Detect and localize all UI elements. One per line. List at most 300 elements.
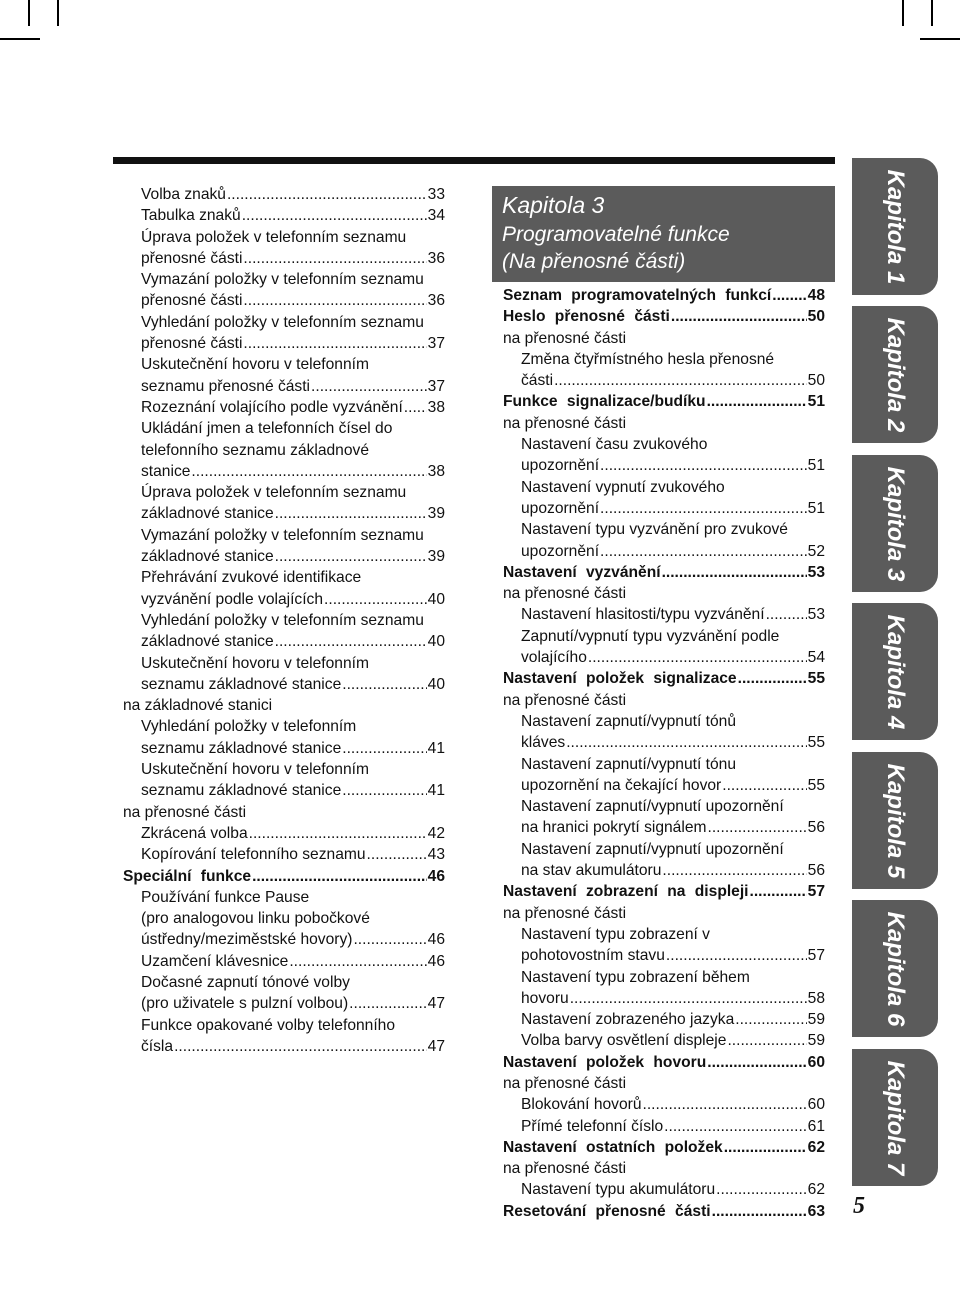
chapter-subtitle bbox=[502, 221, 730, 275]
toc-entry-line: Nastavení zapnutí/vypnutí tónu bbox=[521, 755, 736, 773]
toc-entry-last-line bbox=[141, 333, 445, 354]
toc-entry-title: Nastavení typu akumulátoru bbox=[521, 1181, 716, 1199]
dot-leader bbox=[716, 1179, 806, 1200]
toc-entry[interactable] bbox=[123, 972, 445, 1015]
toc-entry-line: Nastavení zapnutí/vypnutí tónů bbox=[521, 712, 736, 730]
toc-entry-line: Uskutečnění hovoru v telefonním bbox=[141, 654, 369, 672]
toc-entry-line: Ukládání jmen a telefonních čísel do bbox=[141, 420, 393, 438]
toc-page-number: 41 bbox=[427, 782, 445, 800]
toc-entry-line: Nastavení zapnutí/vypnutí upozornění bbox=[521, 798, 784, 816]
toc-entry[interactable] bbox=[503, 1030, 825, 1051]
toc-entry-last-line bbox=[503, 391, 825, 412]
chapter-tab-5[interactable] bbox=[852, 752, 938, 889]
crop-mark bbox=[57, 0, 59, 26]
toc-entry-last-line bbox=[503, 1201, 825, 1222]
crop-mark bbox=[0, 38, 40, 40]
chapter-subtitle-line: Programovatelné funkce bbox=[502, 223, 730, 246]
toc-page-number: 51 bbox=[807, 457, 825, 475]
toc-entry-last-line bbox=[141, 461, 445, 482]
toc-entry[interactable] bbox=[503, 711, 825, 754]
dot-leader bbox=[666, 945, 807, 966]
toc-entry-last-line bbox=[521, 860, 825, 881]
toc-entry[interactable] bbox=[503, 477, 825, 520]
chapter-tab-4[interactable] bbox=[852, 603, 938, 740]
toc-entry[interactable] bbox=[123, 951, 445, 972]
toc-page-number: 52 bbox=[807, 542, 825, 560]
toc-page-number: 40 bbox=[427, 633, 445, 651]
toc-entry-line: Zapnutí/vypnutí typu vyzvánění podle bbox=[521, 627, 780, 645]
toc-page-number: 51 bbox=[807, 499, 825, 517]
toc-entry-title: seznamu základnové stanice bbox=[141, 675, 342, 693]
toc-entry-last-line bbox=[141, 674, 445, 695]
toc-entry[interactable] bbox=[503, 839, 825, 882]
dot-leader bbox=[643, 1094, 807, 1115]
dot-leader bbox=[554, 370, 807, 391]
page-number: 5 bbox=[853, 1193, 865, 1219]
toc-page-number: 46 bbox=[427, 931, 445, 949]
dot-leader bbox=[342, 674, 426, 695]
toc-entry-last-line bbox=[521, 370, 825, 391]
toc-entry-last-line bbox=[503, 1137, 825, 1158]
toc-section-label: na přenosné části bbox=[503, 904, 627, 922]
toc-entry-last-line bbox=[521, 498, 825, 519]
dot-leader bbox=[600, 455, 807, 476]
toc-entry-line: Úprava položek v telefonním seznamu bbox=[141, 228, 407, 246]
toc-entry-title: Přímé telefonní číslo bbox=[521, 1117, 664, 1135]
toc-page-number: 51 bbox=[807, 393, 825, 411]
toc-entry-title: základnové stanice bbox=[141, 548, 274, 566]
toc-entry[interactable] bbox=[123, 269, 445, 312]
toc-page-number: 61 bbox=[807, 1117, 825, 1135]
toc-entry-last-line bbox=[521, 604, 825, 625]
toc-entry-title: Tabulka znaků bbox=[141, 207, 241, 225]
toc-entry[interactable] bbox=[503, 924, 825, 967]
toc-entry-line: Funkce opakované volby telefonního bbox=[141, 1016, 396, 1034]
toc-entry[interactable] bbox=[123, 567, 445, 610]
toc-entry[interactable] bbox=[503, 1052, 825, 1073]
dot-leader bbox=[570, 988, 807, 1009]
toc-entry[interactable] bbox=[503, 604, 825, 625]
chapter-tab-6[interactable] bbox=[852, 900, 938, 1037]
chapter-heading-box bbox=[492, 186, 835, 282]
dot-leader bbox=[766, 604, 807, 625]
toc-entry-line: Vymazání položky v telefonním seznamu bbox=[141, 526, 424, 544]
toc-page-number: 60 bbox=[807, 1096, 825, 1114]
toc-entry-line: Vyhledání položky v telefonním bbox=[141, 718, 357, 736]
dot-leader bbox=[342, 738, 426, 759]
toc-entry-title: ústředny/meziměstské hovory) bbox=[141, 931, 353, 949]
toc-entry[interactable] bbox=[503, 1009, 825, 1030]
toc-page-number: 46 bbox=[427, 952, 445, 970]
toc-entry[interactable] bbox=[123, 887, 445, 951]
toc-page-number: 47 bbox=[427, 1037, 445, 1055]
dot-leader bbox=[227, 184, 427, 205]
toc-entry-last-line bbox=[521, 775, 825, 796]
toc-entry-last-line bbox=[123, 866, 445, 887]
toc-entry-line: Změna čtyřmístného hesla přenosné bbox=[521, 350, 775, 368]
toc-page-number: 39 bbox=[427, 548, 445, 566]
toc-page-number: 47 bbox=[427, 995, 445, 1013]
chapter-tab-label: Kapitola 4 bbox=[882, 614, 909, 729]
toc-entry-line: Vymazání položky v telefonním seznamu bbox=[141, 271, 424, 289]
dot-leader bbox=[249, 823, 427, 844]
toc-right-column bbox=[503, 285, 825, 1222]
toc-entry-last-line bbox=[503, 562, 825, 583]
toc-page-number: 36 bbox=[427, 292, 445, 310]
toc-entry-last-line bbox=[141, 184, 445, 205]
toc-entry-title: upozornění bbox=[521, 542, 600, 560]
toc-entry-title: Nastavení ostatních položek bbox=[503, 1138, 723, 1156]
toc-page-number: 55 bbox=[807, 734, 825, 752]
toc-entry-last-line bbox=[521, 732, 825, 753]
toc-entry-title: kláves bbox=[521, 734, 566, 752]
crop-mark bbox=[28, 0, 30, 26]
toc-page-number: 36 bbox=[427, 249, 445, 267]
toc-section-label: na přenosné části bbox=[503, 585, 627, 603]
dot-leader bbox=[349, 993, 426, 1014]
toc-entry-last-line bbox=[521, 988, 825, 1009]
toc-entry-last-line bbox=[141, 589, 445, 610]
dot-leader bbox=[275, 546, 427, 567]
toc-entry-last-line bbox=[521, 1116, 825, 1137]
toc-page-number: 58 bbox=[807, 989, 825, 1007]
toc-entry[interactable] bbox=[123, 354, 445, 397]
toc-section-label: na přenosné části bbox=[503, 691, 627, 709]
toc-entry-last-line bbox=[141, 823, 445, 844]
toc-entry[interactable] bbox=[503, 285, 825, 306]
dot-leader bbox=[722, 775, 806, 796]
dot-leader bbox=[404, 397, 427, 418]
dot-leader bbox=[671, 306, 807, 327]
toc-entry-last-line bbox=[521, 1179, 825, 1200]
toc-page-number: 34 bbox=[427, 207, 445, 225]
dot-leader bbox=[738, 668, 807, 689]
dot-leader bbox=[566, 732, 806, 753]
toc-page-number: 37 bbox=[427, 335, 445, 353]
toc-page-number: 60 bbox=[807, 1053, 825, 1071]
toc-entry-title: části bbox=[521, 372, 554, 390]
dot-leader bbox=[353, 929, 426, 950]
toc-page-number: 56 bbox=[807, 819, 825, 837]
chapter-tab-2[interactable] bbox=[852, 306, 938, 443]
toc-page-number: 55 bbox=[807, 776, 825, 794]
toc-page-number: 53 bbox=[807, 606, 825, 624]
toc-page-number: 63 bbox=[807, 1202, 825, 1220]
toc-entry-title: seznamu přenosné části bbox=[141, 377, 311, 395]
toc-entry-title: Kopírování telefonního seznamu bbox=[141, 846, 366, 864]
toc-entry-last-line bbox=[141, 631, 445, 652]
dot-leader bbox=[712, 1201, 807, 1222]
toc-entry-line: Nastavení typu zobrazení v bbox=[521, 925, 710, 943]
dot-leader bbox=[242, 205, 427, 226]
toc-entry-last-line bbox=[141, 546, 445, 567]
toc-entry-title: Nastavení zobrazeného jazyka bbox=[521, 1011, 735, 1029]
toc-entry[interactable] bbox=[503, 1137, 825, 1158]
dot-leader bbox=[174, 1036, 427, 1057]
toc-entry[interactable] bbox=[503, 796, 825, 839]
dot-leader bbox=[289, 951, 426, 972]
chapter-tab-label: Kapitola 5 bbox=[882, 763, 909, 878]
toc-entry-line: Uskutečnění hovoru v telefonním bbox=[141, 356, 369, 374]
toc-entry-last-line bbox=[141, 738, 445, 759]
toc-entry-last-line bbox=[141, 397, 445, 418]
toc-entry-last-line bbox=[141, 993, 445, 1014]
dot-leader bbox=[275, 631, 427, 652]
toc-page-number: 39 bbox=[427, 505, 445, 523]
toc-entry-title: Nastavení vyzvánění bbox=[503, 563, 661, 581]
toc-entry-title: (pro uživatele s pulzní volbou) bbox=[141, 995, 349, 1013]
toc-page-number: 38 bbox=[427, 398, 445, 416]
toc-entry-last-line bbox=[521, 1094, 825, 1115]
crop-mark bbox=[902, 0, 904, 26]
toc-section-label: na přenosné části bbox=[123, 803, 247, 821]
toc-entry[interactable] bbox=[503, 668, 825, 689]
toc-entry-title: Speciální funkce bbox=[123, 867, 252, 885]
toc-section-label: na přenosné části bbox=[503, 1160, 627, 1178]
toc-entry[interactable] bbox=[123, 866, 445, 887]
toc-entry-last-line bbox=[521, 455, 825, 476]
toc-entry[interactable] bbox=[503, 349, 825, 392]
toc-entry[interactable] bbox=[123, 844, 445, 865]
toc-entry-title: Volba barvy osvětlení displeje bbox=[521, 1032, 727, 1050]
dot-leader bbox=[311, 376, 427, 397]
toc-entry[interactable] bbox=[503, 754, 825, 797]
toc-entry-last-line bbox=[503, 1052, 825, 1073]
toc-entry-title: přenosné části bbox=[141, 292, 243, 310]
toc-page-number: 43 bbox=[427, 846, 445, 864]
toc-entry-line: (pro analogovou linku pobočkové bbox=[141, 910, 370, 928]
toc-entry-last-line bbox=[521, 647, 825, 668]
toc-entry-line: Vyhledání položky v telefonním seznamu bbox=[141, 611, 424, 629]
toc-entry[interactable] bbox=[123, 1015, 445, 1058]
toc-entry-line: Nastavení vypnutí zvukového bbox=[521, 478, 725, 496]
toc-entry-last-line bbox=[521, 817, 825, 838]
toc-entry[interactable] bbox=[503, 1094, 825, 1115]
toc-entry-title: na hranici pokrytí signálem bbox=[521, 819, 707, 837]
chapter-tab-1[interactable] bbox=[852, 158, 938, 295]
toc-entry[interactable] bbox=[503, 306, 825, 327]
dot-leader bbox=[600, 498, 807, 519]
toc-entry-last-line bbox=[521, 1030, 825, 1051]
toc-page-number: 53 bbox=[807, 563, 825, 581]
toc-entry-title: základnové stanice bbox=[141, 633, 274, 651]
toc-section-label: na přenosné části bbox=[503, 414, 627, 432]
toc-entry-title: Seznam programovatelných funkcí bbox=[503, 287, 772, 304]
toc-entry[interactable] bbox=[123, 418, 445, 482]
toc-entry-line: Úprava položek v telefonním seznamu bbox=[141, 484, 407, 502]
toc-entry[interactable] bbox=[503, 519, 825, 562]
toc-entry-title: upozornění na čekající hovor bbox=[521, 776, 722, 794]
crop-mark bbox=[931, 0, 933, 26]
dot-leader bbox=[367, 844, 427, 865]
toc-entry-title: Nastavení položek signalizace bbox=[503, 670, 737, 688]
toc-entry-line: telefonního seznamu základnové bbox=[141, 441, 369, 459]
dot-leader bbox=[662, 562, 807, 583]
dot-leader bbox=[735, 1009, 806, 1030]
dot-leader bbox=[275, 503, 427, 524]
toc-entry-last-line bbox=[141, 929, 445, 950]
toc-entry-title: Nastavení položek hovoru bbox=[503, 1053, 707, 1071]
toc-entry-last-line bbox=[141, 248, 445, 269]
chapter-tab-label: Kapitola 6 bbox=[882, 911, 909, 1026]
toc-entry-last-line bbox=[521, 945, 825, 966]
toc-entry-last-line bbox=[141, 503, 445, 524]
toc-page-number: 50 bbox=[807, 308, 825, 326]
chapter-tab-3[interactable] bbox=[852, 455, 938, 592]
toc-entry[interactable] bbox=[123, 205, 445, 226]
toc-entry[interactable] bbox=[123, 312, 445, 355]
toc-entry-line: Vyhledání položky v telefonním seznamu bbox=[141, 313, 424, 331]
toc-entry-title: upozornění bbox=[521, 499, 600, 517]
dot-leader bbox=[252, 866, 427, 887]
toc-entry[interactable] bbox=[503, 562, 825, 583]
dot-leader bbox=[243, 290, 426, 311]
dot-leader bbox=[324, 589, 427, 610]
toc-entry-line: Nastavení času zvukového bbox=[521, 436, 708, 454]
toc-entry[interactable] bbox=[503, 391, 825, 412]
dot-leader bbox=[664, 1116, 806, 1137]
toc-page-number: 42 bbox=[427, 824, 445, 842]
chapter-title: Kapitola 3 bbox=[502, 192, 605, 218]
dot-leader bbox=[724, 1137, 807, 1158]
toc-entry-title: hovoru bbox=[521, 989, 569, 1007]
chapter-tab-label: Kapitola 2 bbox=[882, 317, 909, 432]
toc-entry[interactable] bbox=[503, 434, 825, 477]
toc-entry-last-line bbox=[141, 951, 445, 972]
toc-entry[interactable] bbox=[503, 881, 825, 902]
toc-entry-line: Uskutečnění hovoru v telefonním bbox=[141, 761, 369, 779]
toc-entry-last-line bbox=[521, 1009, 825, 1030]
dot-leader bbox=[600, 541, 807, 562]
toc-entry-last-line bbox=[141, 844, 445, 865]
chapter-subtitle-line: (Na přenosné části) bbox=[502, 250, 686, 273]
toc-entry[interactable] bbox=[123, 610, 445, 653]
toc-entry[interactable] bbox=[503, 626, 825, 669]
toc-page-number: 46 bbox=[427, 867, 445, 885]
toc-entry[interactable] bbox=[123, 482, 445, 525]
toc-page-number: 57 bbox=[807, 883, 825, 901]
dot-leader bbox=[772, 285, 806, 306]
dot-leader bbox=[191, 461, 426, 482]
toc-page-number: 55 bbox=[807, 670, 825, 688]
toc-entry-last-line bbox=[503, 668, 825, 689]
toc-entry-title: seznamu základnové stanice bbox=[141, 739, 342, 757]
toc-entry-title: upozornění bbox=[521, 457, 600, 475]
toc-entry-line: Používání funkce Pause bbox=[141, 888, 310, 906]
toc-entry[interactable] bbox=[123, 397, 445, 418]
toc-entry[interactable] bbox=[503, 1179, 825, 1200]
toc-section-label: na přenosné části bbox=[503, 329, 627, 347]
toc-entry[interactable] bbox=[123, 184, 445, 205]
toc-page-number: 38 bbox=[427, 462, 445, 480]
toc-entry-title: na stav akumulátoru bbox=[521, 862, 662, 880]
toc-entry-last-line bbox=[503, 881, 825, 902]
dot-leader bbox=[750, 881, 807, 902]
toc-entry-title: čísla bbox=[141, 1037, 174, 1055]
toc-entry-title: volajícího bbox=[521, 649, 587, 667]
toc-page-number: 62 bbox=[807, 1138, 825, 1156]
toc-page-number: 33 bbox=[427, 186, 445, 203]
toc-entry[interactable] bbox=[123, 653, 445, 696]
toc-page-number: 40 bbox=[427, 590, 445, 608]
chapter-tab-7[interactable] bbox=[852, 1049, 938, 1186]
toc-entry[interactable] bbox=[123, 716, 445, 759]
chapter-tab-label: Kapitola 3 bbox=[882, 466, 909, 581]
toc-entry-last-line bbox=[503, 285, 825, 306]
dot-leader bbox=[707, 391, 807, 412]
toc-entry-title: přenosné části bbox=[141, 249, 243, 267]
toc-entry-title: Volba znaků bbox=[141, 186, 226, 203]
chapter-tab-label: Kapitola 1 bbox=[882, 169, 909, 284]
toc-entry-title: vyzvánění podle volajících bbox=[141, 590, 324, 608]
toc-entry-title: stanice bbox=[141, 462, 191, 480]
toc-entry-line: Dočasné zapnutí tónové volby bbox=[141, 973, 350, 991]
toc-page-number: 41 bbox=[427, 739, 445, 757]
toc-page-number: 59 bbox=[807, 1011, 825, 1029]
toc-page-number: 37 bbox=[427, 377, 445, 395]
toc-entry-line: Přehrávání zvukové identifikace bbox=[141, 569, 362, 587]
toc-page-number: 54 bbox=[807, 649, 825, 667]
toc-entry[interactable] bbox=[123, 759, 445, 802]
toc-left-column bbox=[123, 184, 445, 1057]
toc-entry-last-line bbox=[503, 306, 825, 327]
toc-entry-title: seznamu základnové stanice bbox=[141, 782, 342, 800]
toc-entry-last-line bbox=[141, 205, 445, 226]
toc-page-number: 59 bbox=[807, 1032, 825, 1050]
toc-page-number: 62 bbox=[807, 1181, 825, 1199]
toc-entry[interactable] bbox=[503, 1116, 825, 1137]
toc-entry-title: Nastavení hlasitosti/typu vyzvánění bbox=[521, 606, 765, 624]
toc-entry-title: Funkce signalizace/budíku bbox=[503, 393, 706, 411]
toc-page-number: 48 bbox=[807, 287, 825, 304]
toc-entry-title: Blokování hovorů bbox=[521, 1096, 642, 1114]
toc-entry-line: Nastavení zapnutí/vypnutí upozornění bbox=[521, 840, 784, 858]
toc-entry[interactable] bbox=[503, 967, 825, 1010]
toc-entry[interactable] bbox=[123, 823, 445, 844]
toc-entry-title: přenosné části bbox=[141, 335, 243, 353]
toc-entry-line: Nastavení typu vyzvánění pro zvukové bbox=[521, 521, 788, 539]
toc-page-number: 40 bbox=[427, 675, 445, 693]
toc-page-number: 50 bbox=[807, 372, 825, 390]
toc-entry[interactable] bbox=[123, 227, 445, 270]
toc-entry[interactable] bbox=[123, 525, 445, 568]
toc-section-label: na základnové stanici bbox=[123, 697, 273, 715]
dot-leader bbox=[342, 780, 426, 801]
dot-leader bbox=[707, 1052, 806, 1073]
toc-entry-title: Uzamčení klávesnice bbox=[141, 952, 289, 970]
toc-entry-line: Nastavení typu zobrazení během bbox=[521, 968, 750, 986]
toc-entry-title: Zkrácená volba bbox=[141, 824, 248, 842]
dot-leader bbox=[707, 817, 806, 838]
toc-entry-last-line bbox=[141, 1036, 445, 1057]
toc-entry-title: základnové stanice bbox=[141, 505, 274, 523]
toc-section-label: na přenosné části bbox=[503, 1074, 627, 1092]
crop-mark bbox=[920, 38, 960, 40]
dot-leader bbox=[243, 333, 426, 354]
toc-entry-last-line bbox=[141, 290, 445, 311]
dot-leader bbox=[662, 860, 806, 881]
toc-entry-last-line bbox=[521, 541, 825, 562]
toc-entry-title: Resetování přenosné části bbox=[503, 1202, 711, 1220]
header-rule bbox=[113, 157, 835, 164]
toc-entry-title: Rozeznání volajícího podle vyzvánění bbox=[141, 398, 403, 416]
toc-entry-title: Heslo přenosné části bbox=[503, 308, 670, 326]
dot-leader bbox=[727, 1030, 806, 1051]
toc-entry-last-line bbox=[141, 376, 445, 397]
toc-entry-title: Nastavení zobrazení na displeji bbox=[503, 883, 749, 901]
toc-entry[interactable] bbox=[503, 1201, 825, 1222]
toc-entry-last-line bbox=[141, 780, 445, 801]
